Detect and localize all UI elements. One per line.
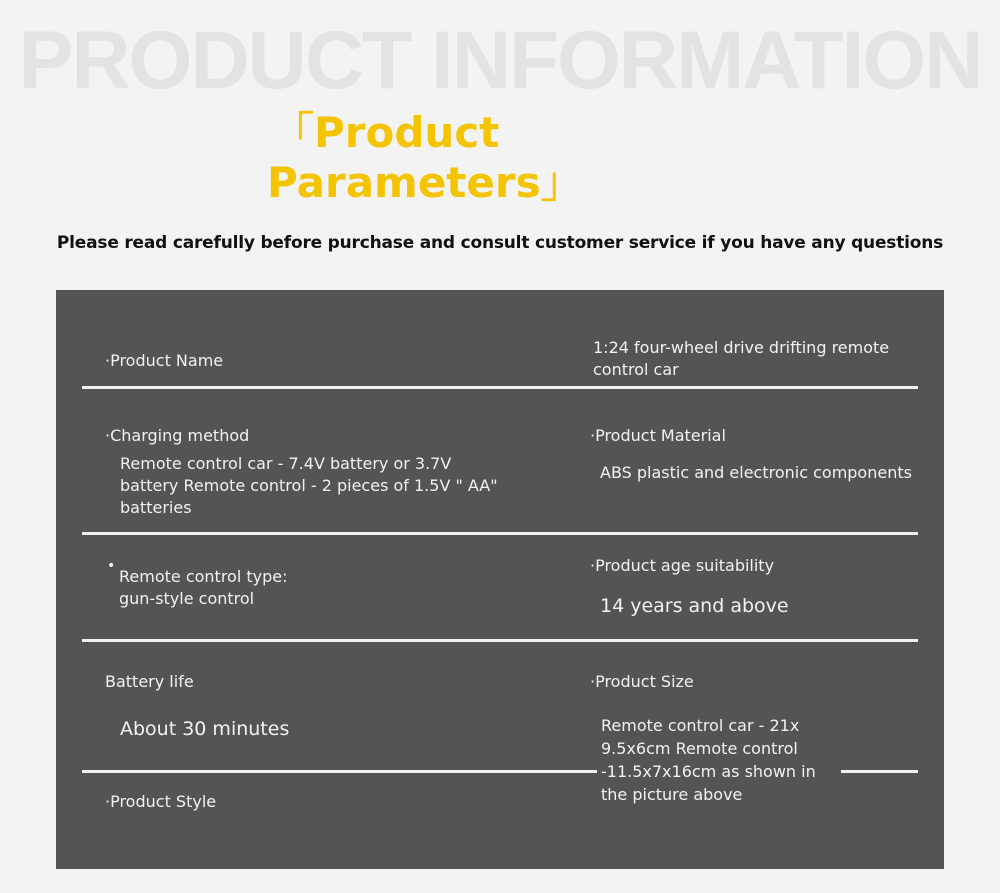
value-charging-method: Remote control car - 7.4V battery or 3.7V battery Remote control - 2 pieces of 1.5V " AA" batteries xyxy=(120,454,498,517)
headline-line-2: Parameters」 xyxy=(267,158,583,207)
label-battery-life: Battery life xyxy=(105,672,194,691)
value-product-size: Remote control car - 21x 9.5x6cm Remote control -11.5x7x16cm as shown in the picture above xyxy=(597,714,841,806)
row-divider-1 xyxy=(82,386,918,389)
label-remote-control-type: Remote control type: xyxy=(119,567,288,586)
subtitle-notice: Please read carefully before purchase and consult customer service if you have any questions xyxy=(56,233,944,253)
value-product-name: 1:24 four-wheel drive drifting remote control car xyxy=(593,338,890,379)
row-divider-3 xyxy=(82,639,918,642)
headline xyxy=(262,108,583,208)
parameters-panel xyxy=(56,290,944,869)
label-product-name: ·Product Name xyxy=(105,351,224,370)
headline-line-1: 「Product xyxy=(272,108,500,157)
background-watermark-title: PRODUCT INFORMATION xyxy=(18,15,982,106)
label-product-material: ·Product Material xyxy=(590,426,726,445)
value-product-material: ABS plastic and electronic components xyxy=(600,463,912,482)
label-charging-method: ·Charging method xyxy=(105,426,250,445)
label-product-style: ·Product Style xyxy=(105,792,217,811)
bullet-remote-type: • xyxy=(107,558,116,574)
value-battery-life: About 30 minutes xyxy=(120,718,290,740)
label-product-size: ·Product Size xyxy=(590,672,694,691)
label-product-age: ·Product age suitability xyxy=(590,556,775,575)
value-product-age: 14 years and above xyxy=(600,595,789,617)
row-divider-2 xyxy=(82,532,918,535)
value-remote-control-type: gun-style control xyxy=(119,589,255,608)
